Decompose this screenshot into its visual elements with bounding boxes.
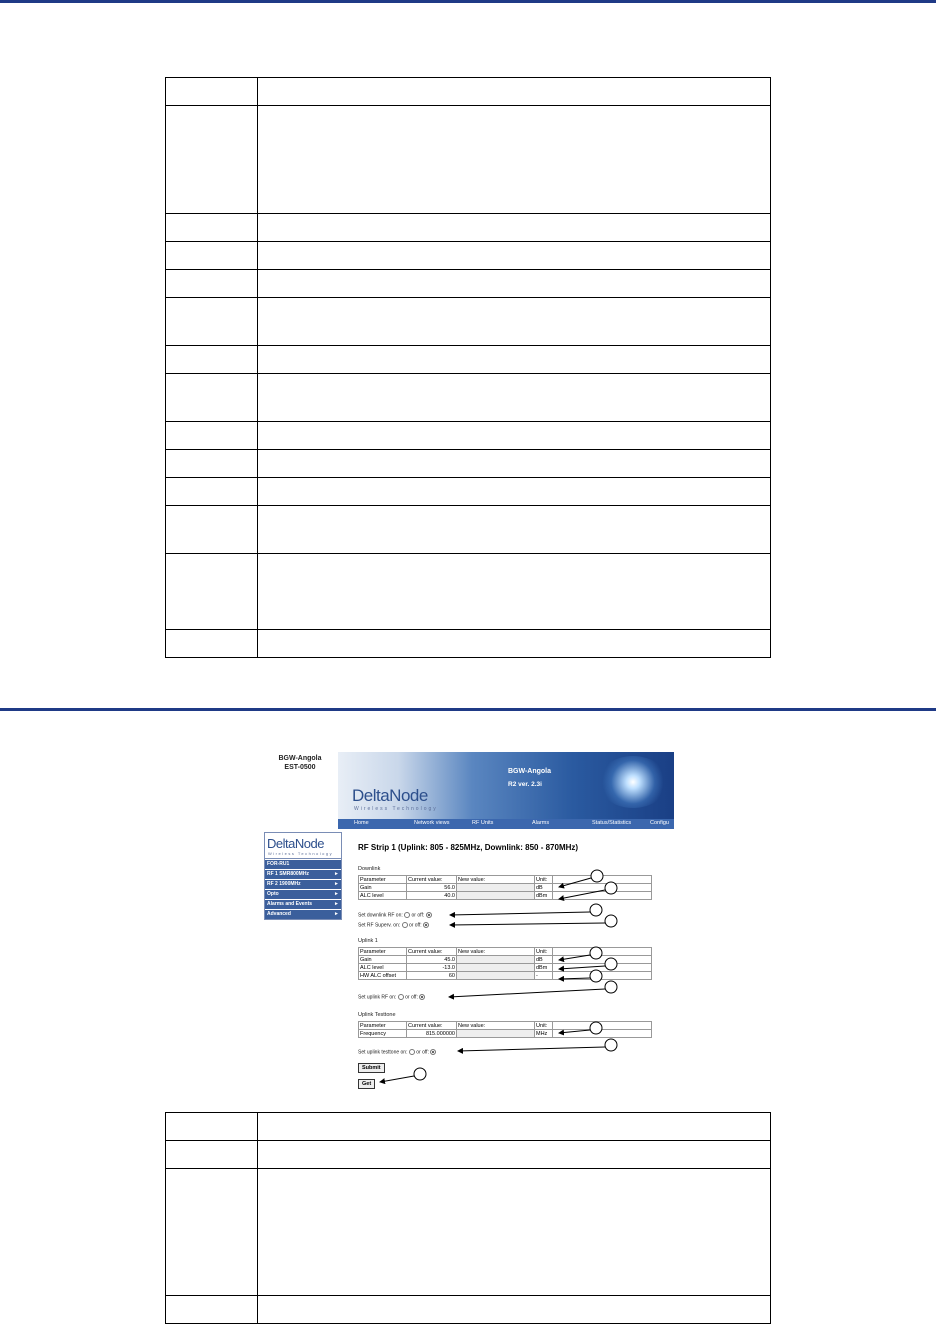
callout-arrow <box>559 878 591 887</box>
callout-overlay <box>262 752 674 1098</box>
table-row <box>166 374 771 422</box>
table-row <box>166 422 771 450</box>
unit: - <box>535 972 553 980</box>
callout-arrow <box>559 978 590 979</box>
web-ui-screenshot <box>262 752 674 1098</box>
param-name: HW ALC offset <box>359 972 407 980</box>
table-row <box>166 298 771 346</box>
menu-item-label: FOR-RU1 <box>267 861 290 867</box>
nav-status-statistics[interactable]: Status/Statistics <box>592 820 632 826</box>
testtone-label: Uplink Testtone <box>358 1012 396 1018</box>
unit: dB <box>535 884 553 892</box>
unit: dBm <box>535 964 553 972</box>
radio-label: Set RF Superv. on: <box>358 922 401 929</box>
radio-label: Set uplink testtone on: <box>358 1049 408 1056</box>
header-cell: Current value: <box>407 876 457 884</box>
nav-network-views[interactable]: Network views <box>414 820 450 826</box>
table-row <box>166 106 771 214</box>
get-button[interactable]: Get <box>358 1079 375 1089</box>
menu-logo-subtitle: Wireless Technology <box>268 851 334 856</box>
radio-label: or off: <box>411 912 425 919</box>
current-value: -13.0 <box>407 964 457 972</box>
table-row <box>166 214 771 242</box>
table-row <box>166 1141 771 1169</box>
callout-arrow <box>450 923 605 925</box>
table-row <box>166 1169 771 1296</box>
param-name: Frequency <box>359 1030 407 1038</box>
table-row <box>166 1296 771 1324</box>
menu-arrow-icon: ► <box>334 881 339 887</box>
table-row <box>166 242 771 270</box>
param-name: Gain <box>359 956 407 964</box>
section-rule <box>0 708 936 711</box>
callout-circle <box>605 958 617 970</box>
callout-circle <box>605 915 617 927</box>
callout-arrow <box>559 966 605 969</box>
header-rule <box>0 0 936 3</box>
callout-arrow <box>450 912 590 915</box>
menu-item-label: RF 1 SMR800MHz <box>267 871 309 877</box>
radio-label: or off: <box>416 1049 429 1056</box>
header-cell: Current value: <box>407 948 457 956</box>
callout-circle <box>590 1022 602 1034</box>
menu-arrow-icon: ► <box>334 901 339 907</box>
header-cell: Parameter <box>359 876 407 884</box>
param-name: ALC level <box>359 964 407 972</box>
callout-arrow <box>449 989 605 997</box>
table-row <box>166 478 771 506</box>
menu-item-label: Alarms and Events <box>267 901 313 907</box>
table-row <box>166 450 771 478</box>
nav-home[interactable]: Home <box>354 820 369 826</box>
callout-arrow <box>380 1076 414 1082</box>
header-cell: New value: <box>457 876 535 884</box>
downlink-label: Downlink <box>358 866 381 872</box>
callout-circle <box>590 904 602 916</box>
callout-circle <box>605 981 617 993</box>
current-value: 60 <box>407 972 457 980</box>
callout-circle <box>591 870 603 882</box>
site-name: BGW-Angola <box>278 755 322 762</box>
banner-logo: DeltaNode <box>352 786 428 805</box>
callout-arrow <box>559 955 590 960</box>
callout-arrow <box>559 1030 590 1033</box>
table-row <box>166 270 771 298</box>
current-value: 40.0 <box>407 892 457 900</box>
nav-configuration[interactable]: Configu <box>650 820 669 826</box>
menu-logo-text: DeltaNode <box>267 836 324 851</box>
banner-logo-subtitle: Wireless Technology <box>354 806 438 812</box>
header-cell: Parameter <box>359 1022 407 1030</box>
nav-rf-units[interactable]: RF Units <box>472 820 494 826</box>
nav-alarms[interactable]: Alarms <box>532 820 550 826</box>
table-row <box>166 630 771 658</box>
radio-label: or off: <box>405 994 418 1001</box>
callout-arrow <box>458 1047 605 1051</box>
current-value: 56.0 <box>407 884 457 892</box>
current-value: 45.0 <box>407 956 457 964</box>
radio-label: or off: <box>408 922 422 929</box>
header-cell: Unit: <box>535 948 553 956</box>
menu-item-label: RF 2 1900MHz <box>267 881 301 887</box>
menu-item-label: Opto <box>267 891 279 897</box>
submit-button[interactable]: Submit <box>358 1063 385 1073</box>
param-name: Gain <box>359 884 407 892</box>
table-row <box>166 1113 771 1141</box>
uplink-label: Uplink 1 <box>358 938 378 944</box>
header-cell: Current value: <box>407 1022 457 1030</box>
header-cell: Unit: <box>535 1022 553 1030</box>
callout-circle <box>414 1068 426 1080</box>
banner-version: R2 ver. 2.3i <box>508 781 542 788</box>
current-value: 815.000000 <box>407 1030 457 1038</box>
page-title: RF Strip 1 (Uplink: 805 - 825MHz, Downlink: 850 - 870MHz) <box>358 843 579 852</box>
table-row <box>166 78 771 106</box>
site-code: EST-0500 <box>284 764 316 771</box>
menu-item-label: Advanced <box>267 911 291 917</box>
callout-arrow <box>559 890 605 899</box>
callout-circle <box>605 882 617 894</box>
callout-circle <box>590 947 602 959</box>
header-cell: Parameter <box>359 948 407 956</box>
bottom-table <box>165 1112 771 1324</box>
unit: MHz <box>535 1030 553 1038</box>
banner-title: BGW-Angola <box>508 768 552 775</box>
unit: dB <box>535 956 553 964</box>
menu-arrow-icon: ► <box>334 871 339 877</box>
top-table <box>165 77 771 658</box>
param-name: ALC level <box>359 892 407 900</box>
table-row <box>166 554 771 630</box>
table-row <box>166 506 771 554</box>
radio-label: Set downlink RF on: <box>358 912 403 919</box>
callout-circle <box>605 1039 617 1051</box>
menu-arrow-icon: ► <box>334 891 339 897</box>
radio-label: Set uplink RF on: <box>358 994 397 1001</box>
menu-arrow-icon: ► <box>334 911 339 917</box>
callout-circle <box>590 970 602 982</box>
header-cell: Unit: <box>535 876 553 884</box>
header-cell: New value: <box>457 948 535 956</box>
header-cell: New value: <box>457 1022 535 1030</box>
unit: dBm <box>535 892 553 900</box>
table-row <box>166 346 771 374</box>
